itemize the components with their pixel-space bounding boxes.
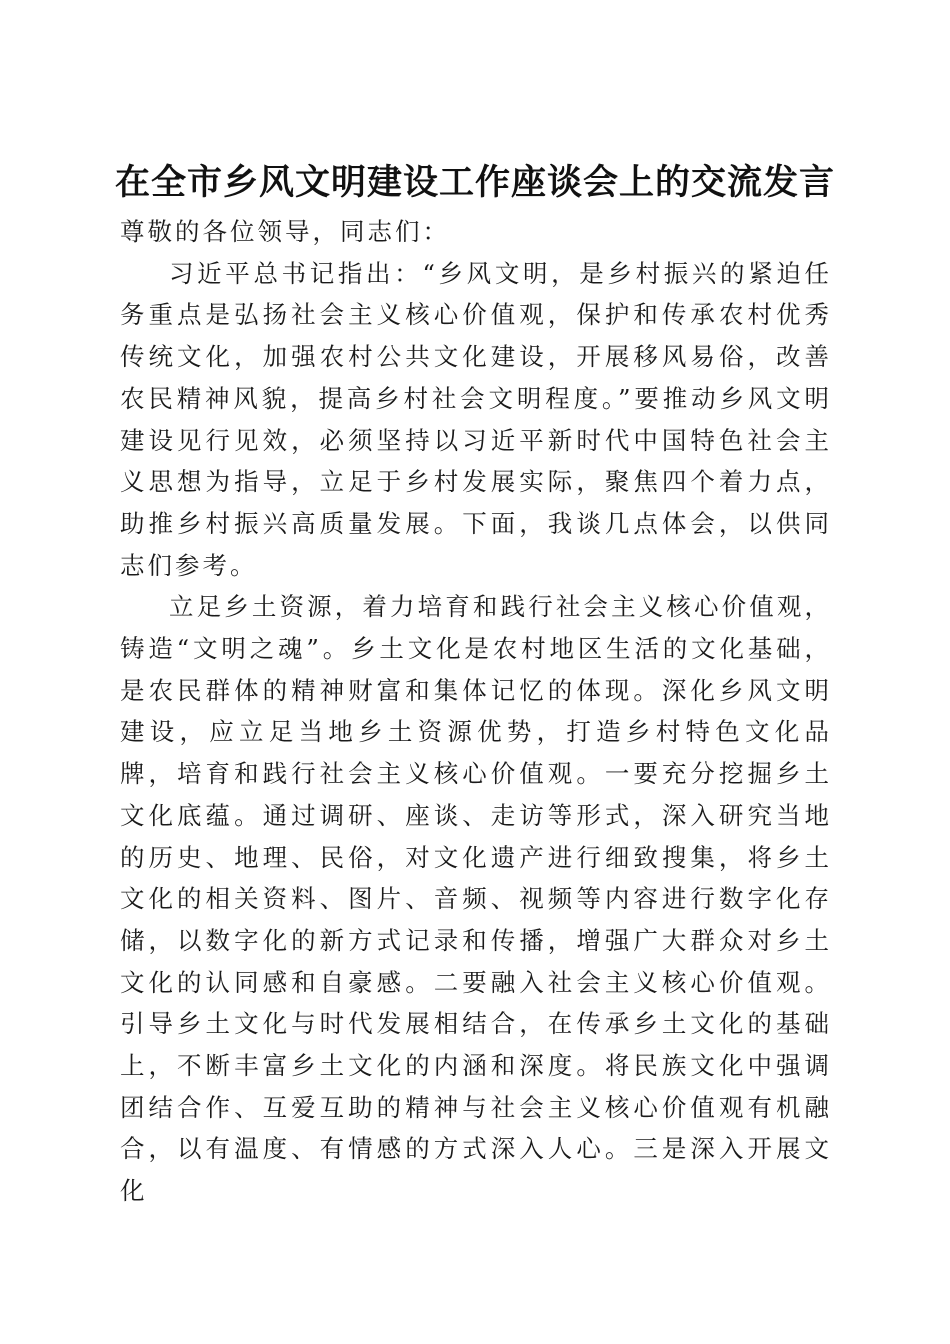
paragraph-rural-resources: 立足乡土资源，着力培育和践行社会主义核心价值观，铸造“文明之魂”。乡土文化是农村地区生活的文化基础，是农民群体的精神财富和集体记忆的体现。深化乡风文明建设，应立足当地乡土资源优势，打造乡村特色文化品牌，培育和践行社会主义核心价值观。一要充分挖掘乡土文化底蕴。通过调研、座谈、走访等形式，深入研究当地的历史、地理、民俗，对文化遗产进行细致搜集，将乡土文化的相关资料、图片、音频、视频等内容进行数字化存储，以数字化的新方式记录和传播，增强广大群众对乡土文化的认同感和自豪感。二要融入社会主义核心价值观。引导乡土文化与时代发展相结合，在传承乡土文化的基础上，不断丰富乡土文化的内涵和深度。将民族文化中强调团结合作、互爱互助的精神与社会主义核心价值观有机融合，以有温度、有情感的方式深入人心。三是深入开展文化 (120, 592, 832, 1206)
document-title: 在全市乡风文明建设工作座谈会上的交流发言 (114, 163, 835, 204)
document-body (120, 211, 832, 1212)
paragraph-intro: 习近平总书记指出：“乡风文明，是乡村振兴的紧迫任务重点是弘扬社会主义核心价值观，保护和传承农村优秀传统文化，加强农村公共文化建设，开展移风易俗，改善农民精神风貌，提高乡村社会文明程度。”要推动乡风文明建设见行见效，必须坚持以习近平新时代中国特色社会主义思想为指导，立足于乡村发展实际，聚焦四个着力点，助推乡村振兴高质量发展。下面，我谈几点体会，以供同志们参考。 (120, 258, 832, 580)
salutation: 尊敬的各位领导，同志们： (120, 217, 450, 246)
